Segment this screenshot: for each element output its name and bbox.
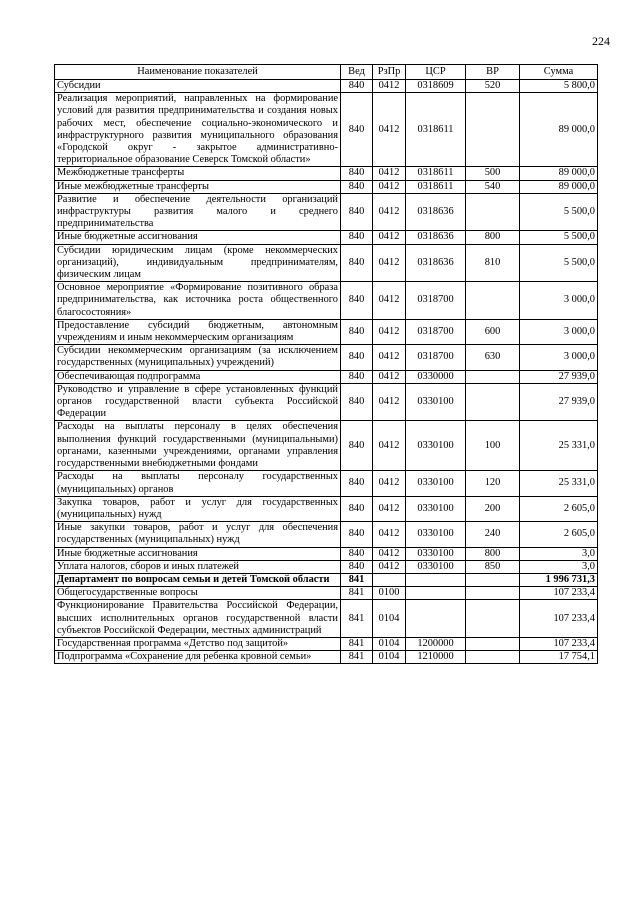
cell-csr: 0318611 bbox=[406, 167, 466, 180]
header-rzpr: РзПр bbox=[373, 65, 406, 80]
cell-vr bbox=[466, 587, 520, 600]
cell-sum: 107 233,4 bbox=[520, 637, 598, 650]
cell-vr: 500 bbox=[466, 167, 520, 180]
cell-csr: 0330100 bbox=[406, 421, 466, 471]
cell-csr: 0318700 bbox=[406, 345, 466, 370]
cell-vr bbox=[466, 651, 520, 664]
cell-csr: 0330100 bbox=[406, 522, 466, 547]
cell-sum: 5 800,0 bbox=[520, 80, 598, 93]
cell-sum: 17 754,1 bbox=[520, 651, 598, 664]
cell-ved: 840 bbox=[341, 80, 373, 93]
cell-name: Развитие и обеспечение деятельности организаций инфраструктуры развития малого и среднего предпринимательства bbox=[55, 193, 341, 231]
cell-name: Общегосударственные вопросы bbox=[55, 587, 341, 600]
table-row bbox=[55, 383, 598, 421]
table-row bbox=[55, 370, 598, 383]
table-row bbox=[55, 319, 598, 344]
cell-vr: 630 bbox=[466, 345, 520, 370]
cell-name: Руководство и управление в сфере установленных функций органов государственной власти субъекта Российской Федерации bbox=[55, 383, 341, 421]
cell-sum: 5 500,0 bbox=[520, 231, 598, 244]
cell-rzpr: 0412 bbox=[373, 80, 406, 93]
cell-rzpr: 0412 bbox=[373, 370, 406, 383]
cell-rzpr: 0412 bbox=[373, 496, 406, 521]
table-row bbox=[55, 231, 598, 244]
cell-ved: 840 bbox=[341, 560, 373, 573]
cell-csr: 0318700 bbox=[406, 319, 466, 344]
header-ved: Вед bbox=[341, 65, 373, 80]
cell-vr: 200 bbox=[466, 496, 520, 521]
cell-sum: 25 331,0 bbox=[520, 421, 598, 471]
table-row bbox=[55, 547, 598, 560]
cell-sum: 89 000,0 bbox=[520, 167, 598, 180]
cell-rzpr: 0104 bbox=[373, 637, 406, 650]
cell-ved: 841 bbox=[341, 600, 373, 638]
cell-vr: 800 bbox=[466, 231, 520, 244]
cell-csr: 1200000 bbox=[406, 637, 466, 650]
cell-csr: 0330000 bbox=[406, 370, 466, 383]
cell-ved: 840 bbox=[341, 547, 373, 560]
cell-vr bbox=[466, 370, 520, 383]
cell-rzpr: 0412 bbox=[373, 421, 406, 471]
cell-sum: 2 605,0 bbox=[520, 496, 598, 521]
cell-rzpr: 0412 bbox=[373, 345, 406, 370]
cell-csr: 0318611 bbox=[406, 180, 466, 193]
cell-name: Предоставление субсидий бюджетным, автономным учреждениям и иным некоммерческим организациям bbox=[55, 319, 341, 344]
cell-vr: 240 bbox=[466, 522, 520, 547]
cell-name: Государственная программа «Детство под защитой» bbox=[55, 637, 341, 650]
table-row bbox=[55, 471, 598, 496]
cell-rzpr: 0412 bbox=[373, 282, 406, 320]
table-header-row bbox=[55, 65, 598, 80]
cell-name: Департамент по вопросам семьи и детей Томской области bbox=[55, 573, 341, 586]
cell-sum: 25 331,0 bbox=[520, 471, 598, 496]
cell-vr bbox=[466, 193, 520, 231]
table-row bbox=[55, 600, 598, 638]
header-vr: ВР bbox=[466, 65, 520, 80]
cell-csr: 0318609 bbox=[406, 80, 466, 93]
cell-name: Реализация мероприятий, направленных на формирование условий для развития предпринимательства и создания новых рабочих мест, обеспечение социально-экономического и инфраструктурного развития муниципального образования «Городской округ - закрытое административно-территориальное образование Северск Томской области» bbox=[55, 93, 341, 167]
cell-name: Субсидии некоммерческим организациям (за исключением государственных (муниципальных) учреждений) bbox=[55, 345, 341, 370]
cell-ved: 840 bbox=[341, 282, 373, 320]
cell-rzpr: 0104 bbox=[373, 651, 406, 664]
cell-rzpr: 0412 bbox=[373, 167, 406, 180]
cell-sum: 2 605,0 bbox=[520, 522, 598, 547]
cell-vr: 540 bbox=[466, 180, 520, 193]
cell-vr: 800 bbox=[466, 547, 520, 560]
cell-vr: 100 bbox=[466, 421, 520, 471]
cell-sum: 3 000,0 bbox=[520, 345, 598, 370]
cell-vr: 850 bbox=[466, 560, 520, 573]
table-row bbox=[55, 282, 598, 320]
cell-vr: 120 bbox=[466, 471, 520, 496]
cell-ved: 840 bbox=[341, 370, 373, 383]
cell-name: Межбюджетные трансферты bbox=[55, 167, 341, 180]
cell-csr: 1210000 bbox=[406, 651, 466, 664]
cell-rzpr: 0412 bbox=[373, 547, 406, 560]
table-row bbox=[55, 573, 598, 586]
cell-csr: 0330100 bbox=[406, 560, 466, 573]
cell-csr: 0330100 bbox=[406, 547, 466, 560]
cell-ved: 840 bbox=[341, 496, 373, 521]
cell-vr: 810 bbox=[466, 244, 520, 282]
cell-ved: 840 bbox=[341, 319, 373, 344]
cell-rzpr: 0412 bbox=[373, 93, 406, 167]
table-row bbox=[55, 244, 598, 282]
cell-rzpr: 0412 bbox=[373, 383, 406, 421]
cell-vr: 520 bbox=[466, 80, 520, 93]
cell-vr bbox=[466, 282, 520, 320]
cell-vr bbox=[466, 637, 520, 650]
cell-ved: 841 bbox=[341, 651, 373, 664]
header-name: Наименование показателей bbox=[55, 65, 341, 80]
cell-ved: 840 bbox=[341, 471, 373, 496]
cell-sum: 89 000,0 bbox=[520, 180, 598, 193]
budget-table bbox=[54, 64, 598, 664]
cell-name: Расходы на выплаты персоналу в целях обеспечения выполнения функций государственными (муниципальными) органами, казенными учреждениями, органами управления государственными внебюджетными фондами bbox=[55, 421, 341, 471]
cell-csr: 0318700 bbox=[406, 282, 466, 320]
cell-sum: 1 996 731,3 bbox=[520, 573, 598, 586]
table-body bbox=[55, 80, 598, 664]
cell-ved: 840 bbox=[341, 522, 373, 547]
cell-name: Иные бюджетные ассигнования bbox=[55, 231, 341, 244]
cell-csr bbox=[406, 587, 466, 600]
cell-csr: 0330100 bbox=[406, 383, 466, 421]
cell-rzpr: 0412 bbox=[373, 193, 406, 231]
cell-rzpr: 0412 bbox=[373, 319, 406, 344]
cell-sum: 27 939,0 bbox=[520, 383, 598, 421]
cell-name: Субсидии юридическим лицам (кроме некоммерческих организаций), индивидуальным предпринимателям, физическим лицам bbox=[55, 244, 341, 282]
table-row bbox=[55, 193, 598, 231]
cell-ved: 840 bbox=[341, 345, 373, 370]
cell-vr bbox=[466, 573, 520, 586]
table-row bbox=[55, 522, 598, 547]
cell-csr: 0318636 bbox=[406, 231, 466, 244]
cell-sum: 107 233,4 bbox=[520, 600, 598, 638]
cell-ved: 841 bbox=[341, 587, 373, 600]
cell-sum: 107 233,4 bbox=[520, 587, 598, 600]
cell-rzpr: 0412 bbox=[373, 231, 406, 244]
cell-name: Основное мероприятие «Формирование позитивного образа предпринимательства, как источника роста общественного благосостояния» bbox=[55, 282, 341, 320]
cell-ved: 840 bbox=[341, 193, 373, 231]
cell-name: Иные бюджетные ассигнования bbox=[55, 547, 341, 560]
cell-ved: 841 bbox=[341, 637, 373, 650]
cell-csr: 0318611 bbox=[406, 93, 466, 167]
table-row bbox=[55, 80, 598, 93]
cell-ved: 840 bbox=[341, 231, 373, 244]
cell-sum: 5 500,0 bbox=[520, 244, 598, 282]
header-csr: ЦСР bbox=[406, 65, 466, 80]
cell-ved: 840 bbox=[341, 383, 373, 421]
header-sum: Сумма bbox=[520, 65, 598, 80]
cell-name: Иные закупки товаров, работ и услуг для обеспечения государственных (муниципальных) нужд bbox=[55, 522, 341, 547]
cell-name: Обеспечивающая подпрограмма bbox=[55, 370, 341, 383]
cell-sum: 3 000,0 bbox=[520, 319, 598, 344]
cell-vr bbox=[466, 383, 520, 421]
cell-rzpr: 0412 bbox=[373, 180, 406, 193]
cell-rzpr: 0412 bbox=[373, 560, 406, 573]
cell-ved: 840 bbox=[341, 167, 373, 180]
cell-sum: 3,0 bbox=[520, 560, 598, 573]
table-row bbox=[55, 421, 598, 471]
table-row bbox=[55, 93, 598, 167]
cell-name: Расходы на выплаты персоналу государственных (муниципальных) органов bbox=[55, 471, 341, 496]
cell-rzpr: 0104 bbox=[373, 600, 406, 638]
cell-name: Уплата налогов, сборов и иных платежей bbox=[55, 560, 341, 573]
cell-name: Субсидии bbox=[55, 80, 341, 93]
cell-name: Закупка товаров, работ и услуг для государственных (муниципальных) нужд bbox=[55, 496, 341, 521]
cell-rzpr: 0412 bbox=[373, 471, 406, 496]
table-row bbox=[55, 496, 598, 521]
cell-csr bbox=[406, 573, 466, 586]
page-number: 224 bbox=[592, 34, 610, 48]
cell-name: Подпрограмма «Сохранение для ребенка кровной семьи» bbox=[55, 651, 341, 664]
cell-vr bbox=[466, 93, 520, 167]
table-row bbox=[55, 167, 598, 180]
cell-csr bbox=[406, 600, 466, 638]
cell-ved: 840 bbox=[341, 244, 373, 282]
cell-ved: 840 bbox=[341, 93, 373, 167]
cell-rzpr bbox=[373, 573, 406, 586]
cell-sum: 3 000,0 bbox=[520, 282, 598, 320]
cell-name: Функционирование Правительства Российской Федерации, высших исполнительных органов государственной власти субъектов Российской Федерации, местных администраций bbox=[55, 600, 341, 638]
cell-ved: 840 bbox=[341, 180, 373, 193]
cell-rzpr: 0412 bbox=[373, 244, 406, 282]
table-row bbox=[55, 587, 598, 600]
cell-ved: 840 bbox=[341, 421, 373, 471]
table-row bbox=[55, 560, 598, 573]
cell-ved: 841 bbox=[341, 573, 373, 586]
table-row bbox=[55, 180, 598, 193]
cell-sum: 27 939,0 bbox=[520, 370, 598, 383]
cell-sum: 3,0 bbox=[520, 547, 598, 560]
table-row bbox=[55, 345, 598, 370]
cell-rzpr: 0412 bbox=[373, 522, 406, 547]
cell-sum: 5 500,0 bbox=[520, 193, 598, 231]
cell-name: Иные межбюджетные трансферты bbox=[55, 180, 341, 193]
cell-rzpr: 0100 bbox=[373, 587, 406, 600]
cell-vr bbox=[466, 600, 520, 638]
cell-csr: 0318636 bbox=[406, 244, 466, 282]
table-row bbox=[55, 637, 598, 650]
table-row bbox=[55, 651, 598, 664]
cell-csr: 0330100 bbox=[406, 496, 466, 521]
cell-csr: 0318636 bbox=[406, 193, 466, 231]
cell-vr: 600 bbox=[466, 319, 520, 344]
cell-sum: 89 000,0 bbox=[520, 93, 598, 167]
cell-csr: 0330100 bbox=[406, 471, 466, 496]
